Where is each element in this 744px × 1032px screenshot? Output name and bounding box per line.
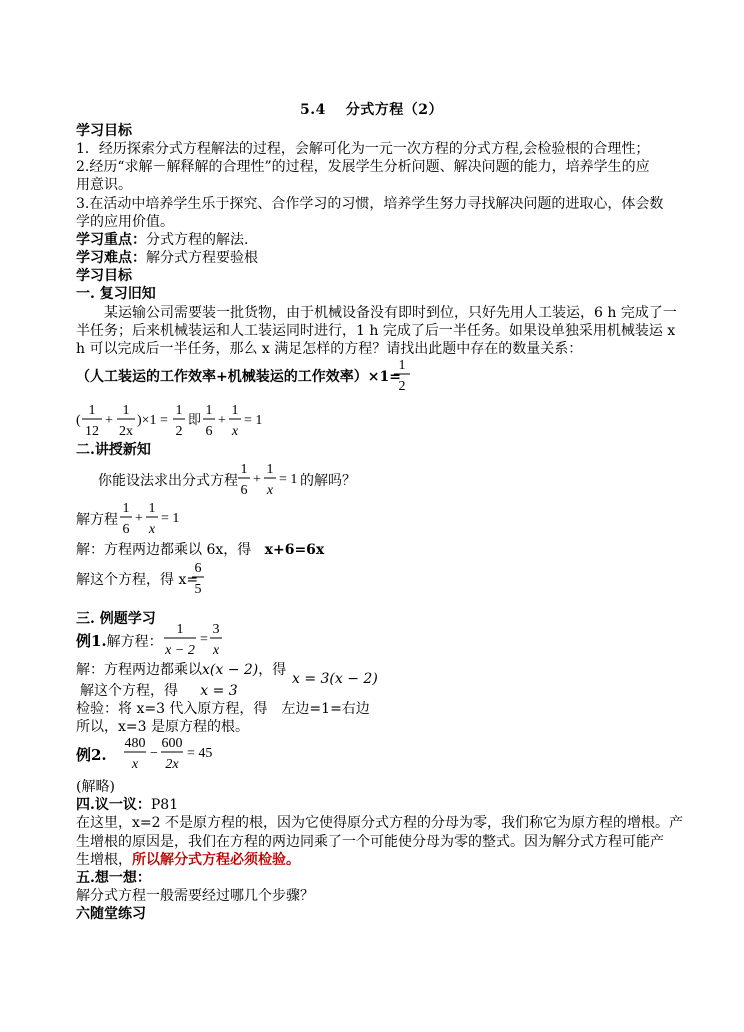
ex2-a-num: 480 bbox=[124, 736, 146, 751]
review-heading: 一. 复习旧知 bbox=[76, 286, 156, 302]
ex1-right-num: 3 bbox=[212, 622, 220, 637]
new-knowledge-heading: 二.讲授新知 bbox=[76, 442, 151, 458]
example-1-equation bbox=[164, 619, 244, 663]
example-1-step-2 bbox=[80, 682, 238, 700]
solve-equation bbox=[120, 498, 190, 542]
key-point-label: 学习重点： bbox=[76, 232, 146, 248]
difficulty-point bbox=[76, 249, 258, 267]
solve-label: 解方程 bbox=[76, 512, 118, 528]
q-term-a-den: 6 bbox=[240, 483, 248, 498]
eq1-term-b-num: 1 bbox=[122, 403, 130, 418]
solution-fraction bbox=[190, 558, 210, 602]
solve-step-1 bbox=[76, 541, 324, 559]
discussion-line-3 bbox=[76, 851, 300, 869]
q-term-b-den: x bbox=[266, 483, 274, 498]
q-end: = 1 bbox=[279, 472, 298, 487]
review-paragraph-line-3: h 可以完成后一半任务，那么 x 满足怎样的方程？请找出此题中存在的数量关系： bbox=[76, 341, 583, 357]
eq1-rhs-den: 2 bbox=[175, 424, 183, 439]
plus-sign-2: + bbox=[218, 413, 226, 428]
key-point bbox=[76, 231, 248, 249]
ex1-result-equation: x = 3(x − 2) bbox=[292, 671, 378, 687]
ex1-multiplier: x(x − 2) bbox=[202, 662, 259, 678]
think-heading: 五.想一想： bbox=[76, 870, 151, 886]
discussion-line-2: 生增根的原因是，我们在方程的两边同乘了一个可能使分母为零的整式。因为解分式方程可能产 bbox=[76, 834, 664, 850]
eq1-term-c-den: 6 bbox=[205, 424, 213, 439]
ex1-left-num: 1 bbox=[176, 622, 184, 637]
think-question: 解分式方程一般需要经过哪几个步骤？ bbox=[76, 888, 314, 904]
eq1-term-b-den: 2x bbox=[119, 424, 133, 439]
q-term-a-num: 1 bbox=[240, 462, 248, 477]
example-2-solution-note: (解略) bbox=[76, 779, 115, 795]
eq1-term-c-num: 1 bbox=[205, 403, 213, 418]
equation-1 bbox=[76, 400, 296, 444]
s-end: = 1 bbox=[161, 511, 180, 526]
ex1-equals: = bbox=[200, 632, 208, 647]
paren-close-times-one: )×1 = bbox=[137, 413, 168, 428]
ex2-a-den: x bbox=[131, 757, 139, 772]
page-title: 5.4 分式方程（2） bbox=[300, 102, 443, 118]
solve-step-2: 解这个方程，得 x= bbox=[76, 572, 199, 588]
fraction-numerator: 1 bbox=[398, 358, 406, 373]
solve-step-1-equation: x+6=6x bbox=[264, 542, 325, 558]
ex1-right-den: x bbox=[212, 643, 220, 658]
ex1-step1-tail: ，得 bbox=[258, 662, 287, 678]
discussion-line-1: 在这里，x=2 不是原方程的根，因为它使得原分式方程的分母为零，我们称它为原方程的增根。产 bbox=[76, 815, 683, 831]
difficulty-label: 学习难点： bbox=[76, 250, 146, 266]
s-term-a-num: 1 bbox=[122, 501, 130, 516]
q-plus: + bbox=[253, 472, 261, 487]
s-plus: + bbox=[135, 511, 143, 526]
examples-heading: 三. 例题学习 bbox=[76, 611, 156, 627]
example-1-title bbox=[76, 632, 163, 651]
ex2-minus: − bbox=[150, 746, 158, 761]
new-question-post: 的解吗？ bbox=[300, 473, 356, 489]
paren-open: ( bbox=[76, 413, 81, 428]
example-2-label: 例2. bbox=[76, 746, 107, 764]
goals-heading: 学习目标 bbox=[76, 123, 132, 139]
ex1-step2-text: 解这个方程，得 bbox=[80, 683, 178, 699]
eq1-ji: 即 bbox=[188, 413, 202, 428]
ex2-b-den: 2x bbox=[165, 757, 179, 772]
discussion-heading-line bbox=[76, 796, 178, 814]
eq1-term-a-num: 1 bbox=[88, 403, 96, 418]
plus-sign: + bbox=[105, 413, 113, 428]
goal-3-line-2: 学的应用价值。 bbox=[76, 214, 174, 230]
goal-3-line-1: 3.在活动中培养学生乐于探究、合作学习的习惯，培养学生努力寻找解决问题的进取心，体会数 bbox=[76, 196, 664, 212]
eq1-term-d-den: x bbox=[231, 424, 239, 439]
eq1-end: = 1 bbox=[244, 413, 263, 428]
goal-2-line-2: 用意识。 bbox=[76, 177, 132, 193]
review-paragraph-line-1: 某运输公司需要装一批货物，由于机械设备没有即时到位，只好先用人工装运，6 h 完成了一 bbox=[104, 305, 677, 321]
goal-1: 1．经历探索分式方程解法的过程，会解可化为一元一次方程的分式方程,会检验根的合理性； bbox=[76, 141, 650, 157]
q-term-b-num: 1 bbox=[266, 462, 274, 477]
discussion-line-3-text: 生增根， bbox=[76, 852, 132, 868]
example-1-check: 检验：将 x=3 代入原方程，得 左边=1=右边 bbox=[76, 701, 370, 717]
example-1-conclusion: 所以，x=3 是原方程的根。 bbox=[76, 719, 249, 735]
solution-den: 5 bbox=[194, 582, 202, 597]
example-1-text: 解方程： bbox=[106, 634, 163, 650]
relation-fraction bbox=[392, 355, 412, 399]
eq1-rhs-num: 1 bbox=[175, 403, 183, 418]
goals-heading-2: 学习目标 bbox=[76, 268, 132, 284]
ex2-b-num: 600 bbox=[161, 736, 183, 751]
ex2-end: = 45 bbox=[187, 746, 213, 761]
solve-step-1-text: 解：方程两边都乘以 6x，得 bbox=[76, 542, 252, 558]
goal-2-line-1: 2.经历“求解－解释解的合理性”的过程，发展学生分析问题、解决问题的能力，培养学生的应 bbox=[76, 159, 650, 175]
eq1-term-a-den: 12 bbox=[85, 424, 99, 439]
example-1-label: 例1. bbox=[76, 632, 107, 650]
fraction-denominator: 2 bbox=[398, 379, 406, 394]
s-term-b-num: 1 bbox=[148, 501, 156, 516]
ex1-x3: x = 3 bbox=[200, 683, 238, 699]
practice-heading: 六随堂练习 bbox=[76, 906, 146, 922]
eq1-term-d-num: 1 bbox=[231, 403, 239, 418]
solution-num: 6 bbox=[194, 561, 202, 576]
discussion-heading: 四.议一议： bbox=[76, 797, 151, 813]
ex1-step1-text: 解：方程两边都乘以 bbox=[76, 662, 202, 678]
discussion-emphasis: 所以解分式方程必须检验。 bbox=[132, 852, 300, 868]
relation-text: （人工装运的工作效率+机械装运的工作效率）×1= bbox=[76, 369, 401, 385]
example-2-equation bbox=[124, 733, 234, 777]
example-1-step-1 bbox=[76, 661, 286, 679]
key-point-text: 分式方程的解法. bbox=[146, 232, 249, 248]
new-question-pre: 你能设法求出分式方程 bbox=[98, 473, 238, 489]
ex1-left-den: x − 2 bbox=[165, 643, 195, 658]
difficulty-text: 解分式方程要验根 bbox=[146, 250, 258, 266]
review-paragraph-line-2: 半任务；后来机械装运和人工装运同时进行，1 h 完成了后一半任务。如果设单独采用机械装运 x bbox=[76, 323, 676, 339]
s-term-b-den: x bbox=[148, 522, 156, 537]
s-term-a-den: 6 bbox=[122, 522, 130, 537]
discussion-reference: P81 bbox=[150, 797, 179, 813]
